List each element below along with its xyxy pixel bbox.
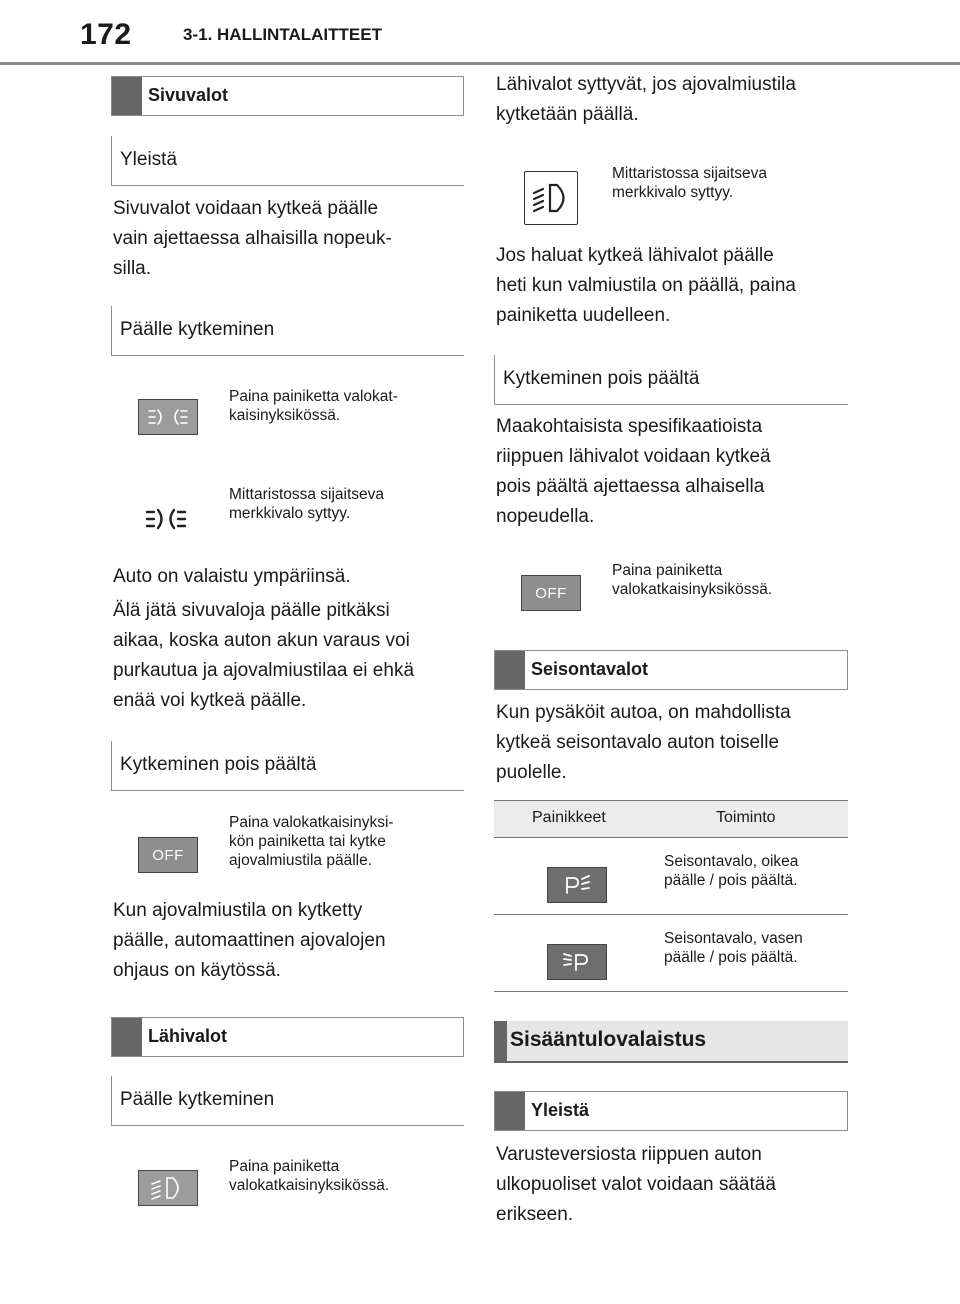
section-title: Yleistä (531, 1100, 590, 1120)
row-description (664, 852, 798, 890)
paragraph-maakohtaisista (496, 412, 771, 532)
section-bar (495, 1092, 525, 1130)
text-line: Seisontavalo, oikea (664, 853, 799, 870)
subheading-pois (111, 741, 464, 791)
side-light-indicator-icon (143, 504, 197, 534)
header-rule (0, 62, 960, 65)
section-lahivalot (111, 1017, 464, 1057)
text-line: erikseen. (496, 1204, 574, 1225)
paragraph-lahivalot-syttyvat (496, 70, 796, 130)
text-line: Paina painiketta (229, 1158, 340, 1175)
text-line: heti kun valmiustila on päällä, paina (496, 275, 796, 296)
section-bar (112, 77, 142, 115)
instruction-paina-lahivalo (229, 1157, 389, 1195)
section-bar (494, 1021, 507, 1061)
text-line: Mittaristossa sijaitseva (612, 165, 768, 182)
text-line: kytketään päällä. (496, 104, 639, 125)
low-beam-button-icon (138, 1170, 198, 1206)
parking-light-right-button-icon (547, 867, 607, 903)
note-mittaristo-1 (229, 485, 384, 523)
table-row (494, 915, 848, 992)
text-line: Paina valokatkaisinyksi- (229, 814, 394, 831)
side-light-icon (146, 405, 190, 429)
text-line: Kun ajovalmiustila on kytketty (113, 900, 363, 921)
paragraph-sivuvalot-intro (113, 194, 392, 284)
section-title: Sisääntulovalaistus (510, 1028, 707, 1051)
text-line: nopeudella. (496, 506, 595, 527)
section-sivuvalot (111, 76, 464, 116)
text-line: puolelle. (496, 762, 567, 783)
paragraph-kun-ajovalmius (113, 896, 386, 986)
parking-right-icon (559, 873, 595, 897)
subheading-label: Päälle kytkeminen (120, 319, 275, 340)
text-line: Paina painiketta valokat- (229, 388, 398, 405)
off-label: OFF (152, 846, 184, 864)
instruction-paina-valokat (229, 387, 398, 425)
paragraph-jos-haluat (496, 241, 796, 331)
text-line: Kun pysäköit autoa, on mahdollista (496, 702, 791, 723)
text-line: Seisontavalo, vasen (664, 930, 803, 947)
text-line: kytkeä seisontavalo auton toiselle (496, 732, 780, 753)
text-line: valokatkaisinyksikössä. (612, 581, 773, 598)
text-line: kaisinyksikössä. (229, 407, 341, 424)
section-yleista (494, 1091, 848, 1131)
off-button-icon (138, 837, 198, 873)
text-line: Älä jätä sivuvaloja päälle pitkäksi (113, 600, 390, 621)
low-beam-indicator-icon (524, 171, 578, 225)
subheading-label: Yleistä (120, 149, 178, 170)
text-line: ohjaus on käytössä. (113, 960, 281, 981)
column-header-painikkeet: Painikkeet (532, 809, 606, 826)
text-line: pois päältä ajettaessa alhaisella (496, 476, 765, 497)
section-title: Lähivalot (148, 1026, 228, 1046)
text-line: vain ajettaessa alhaisilla nopeuk- (113, 228, 392, 249)
text-line: Mittaristossa sijaitseva (229, 486, 385, 503)
table-header (494, 800, 848, 838)
off-button-icon-right (521, 575, 581, 611)
paragraph-ala-jata (113, 596, 414, 716)
chapter-title: 3-1. HALLINTALAITTEET (183, 25, 382, 44)
subheading-paalle (111, 306, 464, 356)
note-mittaristo-2 (612, 164, 767, 202)
text-line: ajovalmiustila päälle. (229, 852, 373, 869)
section-sisaantulovalaistus (494, 1021, 848, 1063)
text-line: Maakohtaisista spesifikaatioista (496, 416, 763, 437)
parking-left-icon (559, 950, 595, 974)
text-line: enää voi kytkeä päälle. (113, 690, 307, 711)
paragraph-varusteversiosta (496, 1140, 776, 1230)
text-line: ulkopuoliset valot voidaan säätää (496, 1174, 776, 1195)
text-line: päälle / pois päältä. (664, 949, 798, 966)
text-line: merkkivalo syttyy. (612, 184, 734, 201)
text-line: painiketta uudelleen. (496, 305, 671, 326)
text-line: riippuen lähivalot voidaan kytkeä (496, 446, 771, 467)
text-line: Jos haluat kytkeä lähivalot päälle (496, 245, 774, 266)
section-bar (495, 651, 525, 689)
subheading-label: Kytkeminen pois päältä (503, 368, 700, 389)
page-number: 172 (80, 18, 132, 51)
text-line: purkautua ja ajovalmiustilaa ei ehkä (113, 660, 415, 681)
column-header-toiminto: Toiminto (716, 809, 776, 826)
subheading-label: Päälle kytkeminen (120, 1089, 275, 1110)
section-title: Sivuvalot (148, 85, 229, 105)
text-line: päälle, automaattinen ajovalojen (113, 930, 386, 951)
text-line: Varusteversiosta riippuen auton (496, 1144, 762, 1165)
section-title: Seisontavalot (531, 659, 649, 679)
off-label: OFF (535, 584, 567, 602)
text-line: silla. (113, 258, 152, 279)
section-bar (112, 1018, 142, 1056)
text-line: aikaa, koska auton akun varaus voi (113, 630, 410, 651)
instruction-paina-off2 (612, 561, 772, 599)
subheading-pois-right (494, 355, 848, 405)
row-description (664, 929, 803, 967)
text-line: Paina painiketta (612, 562, 723, 579)
side-light-button-icon (138, 399, 198, 435)
paragraph-kun-pysakoit (496, 698, 791, 788)
subheading-yleista (111, 136, 464, 186)
table-row (494, 838, 848, 915)
text-line: päälle / pois päältä. (664, 872, 798, 889)
low-beam-icon (148, 1175, 188, 1201)
text-line: merkkivalo syttyy. (229, 505, 351, 522)
section-seisontavalot (494, 650, 848, 690)
parking-light-left-button-icon (547, 944, 607, 980)
text-line: Lähivalot syttyvät, jos ajovalmiustila (496, 74, 796, 95)
text-line: valokatkaisinyksikössä. (229, 1177, 390, 1194)
subheading-label: Kytkeminen pois päältä (120, 754, 317, 775)
instruction-paina-off (229, 813, 394, 870)
text-line: Sivuvalot voidaan kytkeä päälle (113, 198, 379, 219)
text-line: kön painiketta tai kytke (229, 833, 386, 850)
subheading-lahivalot-paalle (111, 1076, 464, 1126)
paragraph-auto-valaistu: Auto on valaistu ympäriinsä. (113, 566, 351, 587)
